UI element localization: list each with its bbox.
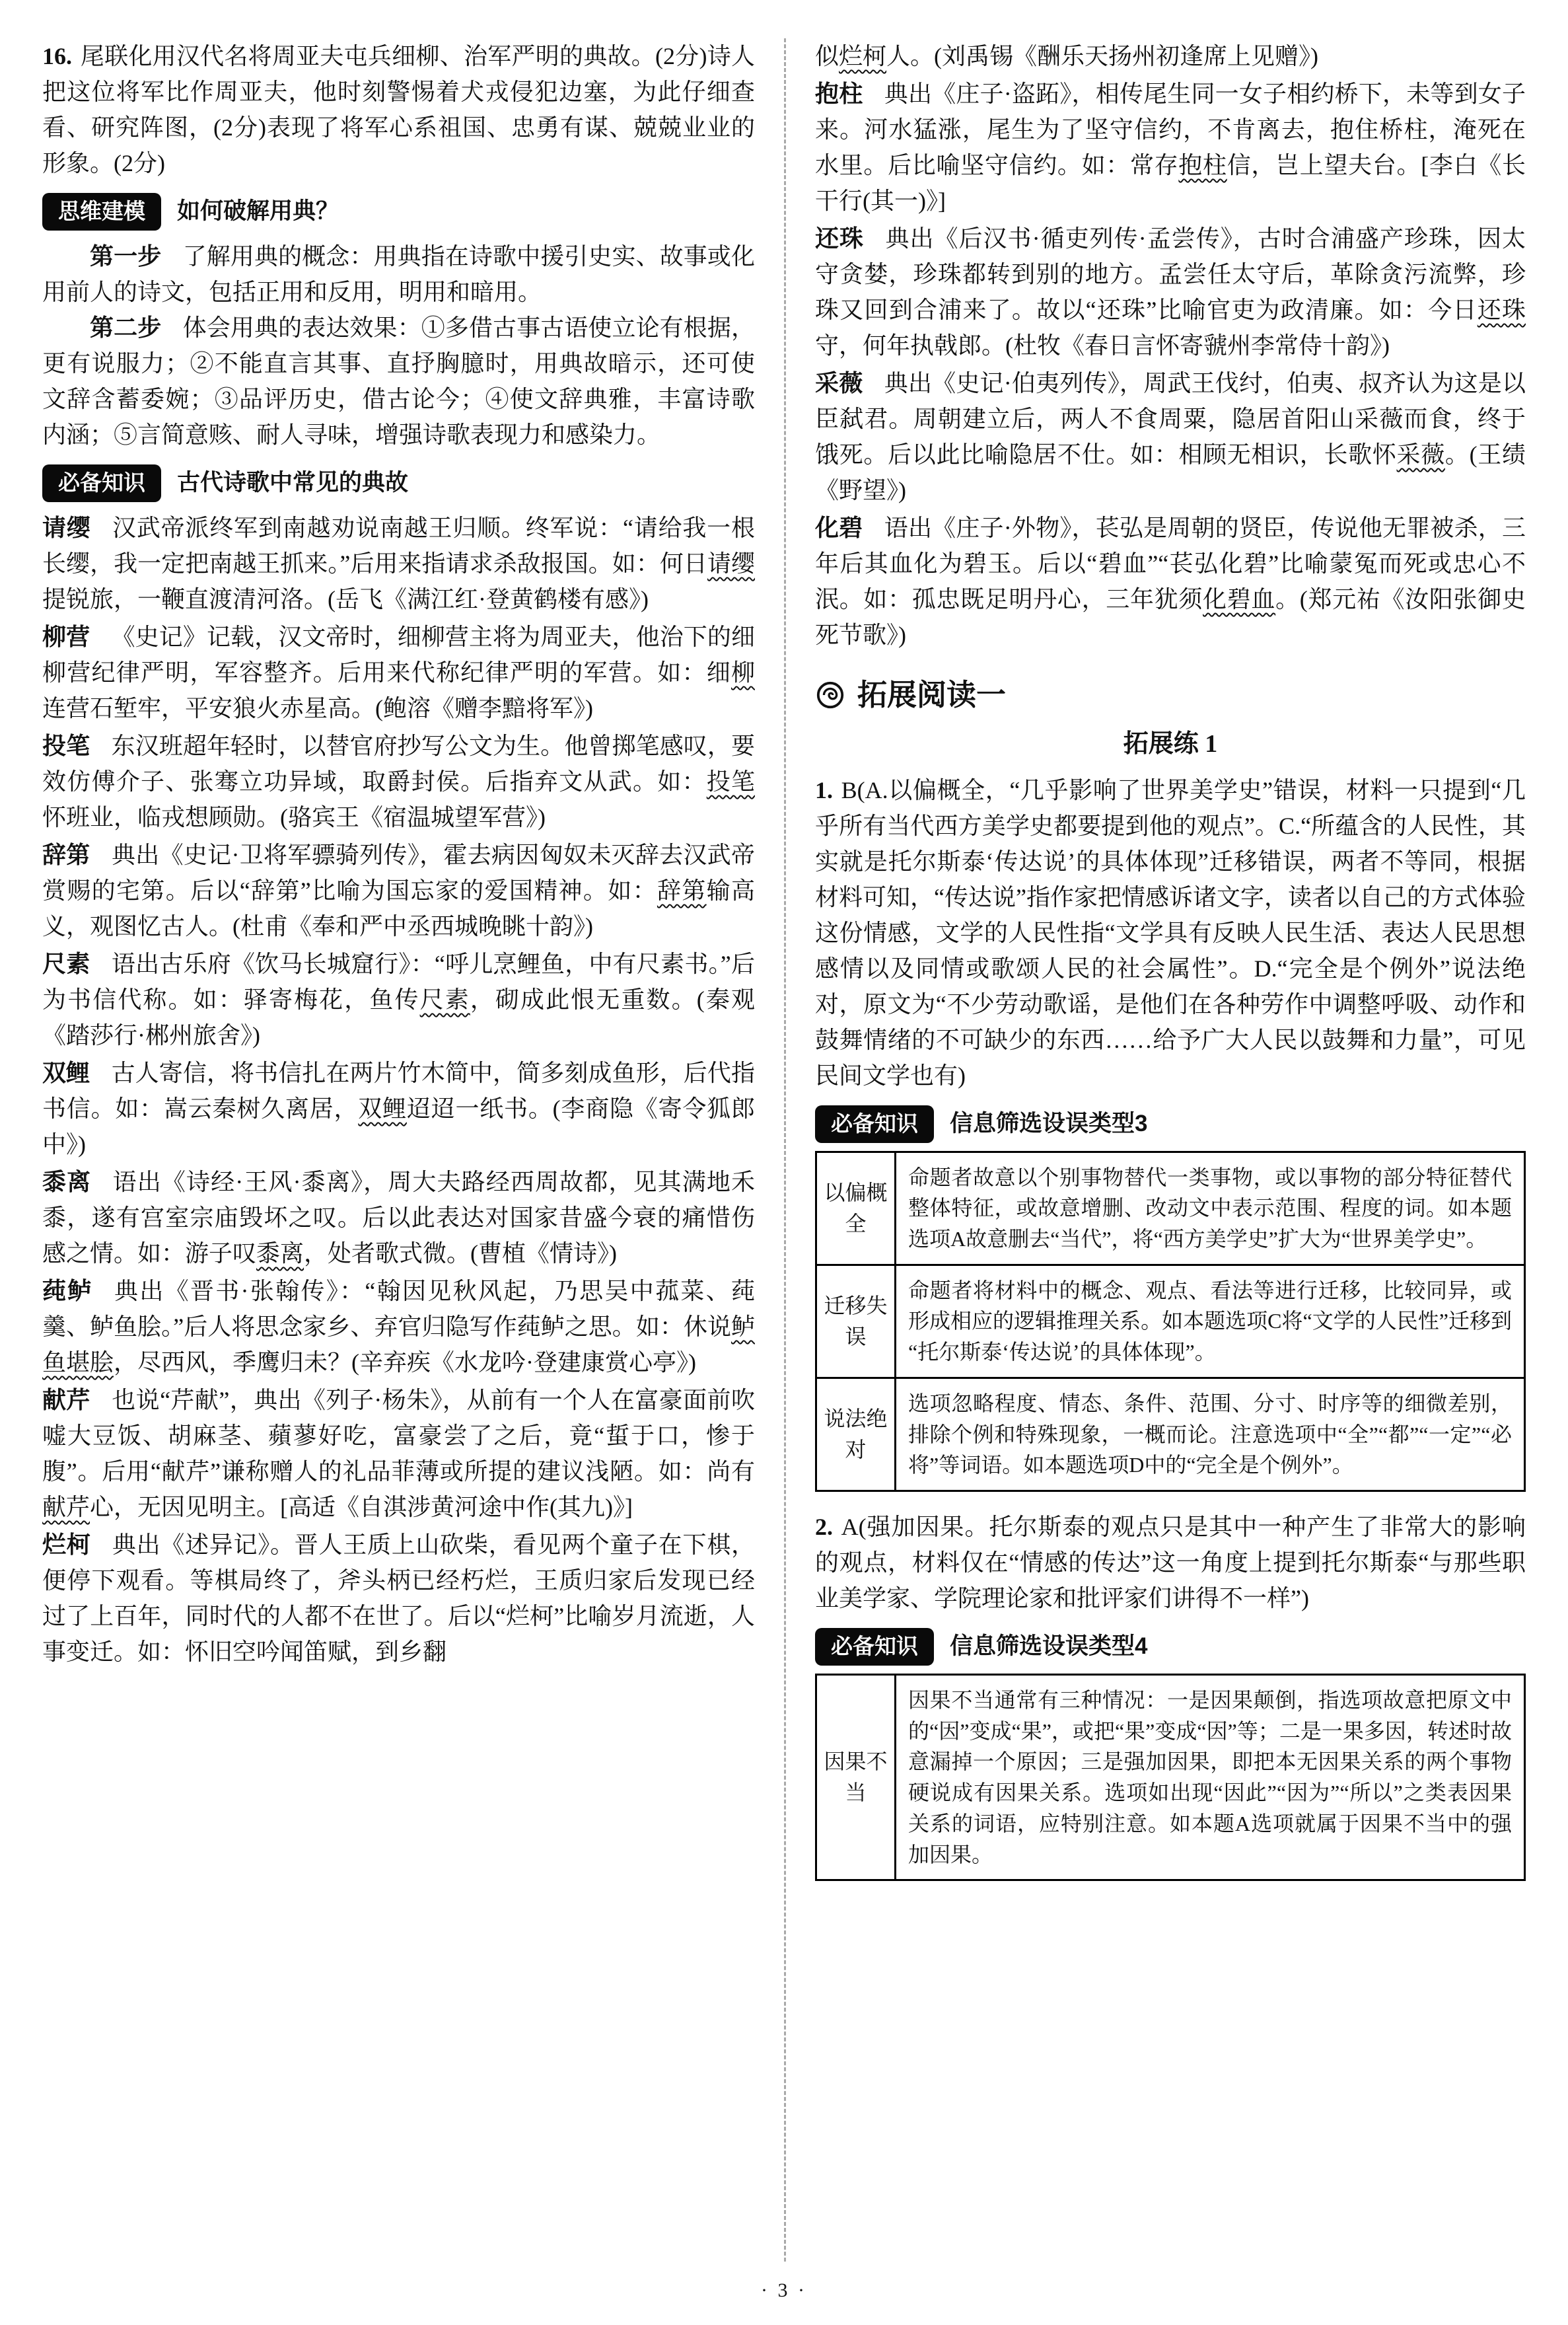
allusion-entry-shuli: [42, 1164, 755, 1271]
allusion-term: 还珠: [815, 225, 865, 252]
table-row: [816, 1674, 1525, 1880]
required-knowledge-header-type4: [815, 1628, 1526, 1666]
required-knowledge-header-type3: [815, 1105, 1526, 1143]
step-2-text: 体会用典的表达效果：①多借古事古语使立论有根据，更有说服力；②不能直言其事、直抒胸臆时，用典故暗示，还可使文辞含蓄委婉；③品评历史，借古论今；④使文辞典雅，丰富诗歌内涵；⑤言简意赅、耐人寻味，增强诗歌表现力和感染力。: [42, 314, 755, 448]
allusion-text: 典出《史记·伯夷列传》，周武王伐纣，伯夷、叔齐认为这是以臣弑君。周朝建立后，两人不食周粟，隐居首阳山采薇而食，终于饿死。后以此比喻隐居不仕。如：相顾无相识，长歌怀采薇。(王绩《野望》): [815, 370, 1526, 503]
error-type-name: 迁移失误: [816, 1265, 896, 1378]
allusion-text: 汉武帝派终军到南越劝说南越王归顺。终军说：“请给我一根长缨，我一定把南越王抓来。”后用来指请求杀敌报国。如：何日请缨提锐旅，一鞭直渡清河洛。(岳飞《满江红·登黄鹤楼有感》): [42, 515, 755, 612]
required-knowledge-badge: 必备知识: [815, 1105, 934, 1143]
allusion-term: 柳营: [42, 624, 90, 650]
allusion-term: 抱柱: [815, 81, 863, 107]
practice-set-title: 拓展练 1: [1123, 729, 1218, 758]
allusion-text: 古人寄信，将书信扎在两片竹木简中，简多刻成鱼形，后代指书信。如：嵩云秦树久离居，双鲤迢迢一纸书。(李商隐《寄令狐郎中》): [42, 1060, 755, 1158]
allusion-text: 典出《晋书·张翰传》：“翰因见秋风起，乃思吴中菰菜、莼羹、鲈鱼脍。”后人将思念家乡、弃官归隐写作莼鲈之思。如：休说鲈鱼堪脍，尽西风，季鹰归未？(辛弃疾《水龙吟·登建康赏心亭》): [42, 1278, 755, 1376]
two-column-layout: [42, 38, 1526, 2262]
allusion-text: 《史记》记载，汉文帝时，细柳营主将为周亚夫，他治下的细柳营纪律严明，军容整齐。后用来代称纪律严明的军营。如：细柳连营石堑牢，平安狼火赤星高。(鲍溶《赠李黯将军》): [42, 624, 755, 721]
answer-1: [815, 772, 1526, 1093]
allusion-term: 献芹: [42, 1387, 90, 1413]
extended-reading-icon: [815, 680, 845, 710]
allusion-entry-liuying: [42, 619, 755, 726]
error-type-name: 因果不当: [816, 1674, 896, 1880]
required-knowledge-badge: 必备知识: [42, 464, 161, 502]
error-types-table-3: [815, 1151, 1526, 1492]
allusion-term: 尺素: [42, 951, 90, 977]
extended-reading-section-header: [815, 673, 1526, 718]
allusion-text: 典出《庄子·盗跖》，相传尾生同一女子相约桥下，未等到女子来。河水猛涨，尾生为了坚守信约，不肯离去，抱住桥柱，淹死在水里。后比喻坚守信约。如：常存抱柱信，岂上望夫台。[李白《长干行(其一)》]: [815, 81, 1526, 214]
allusion-text: 似烂柯人。(刘禹锡《酬乐天扬州初逢席上见赠》): [815, 43, 1319, 69]
error-type-name: 以偏概全: [816, 1152, 896, 1265]
step-2-label: 第二步: [90, 314, 162, 341]
model-step-2: [42, 310, 755, 453]
answer-16-text: 尾联化用汉代名将周亚夫屯兵细柳、治军严明的典故。(2分)诗人把这位将军比作周亚夫，他时刻警惕着犬戎侵犯边塞，为此仔细查看、研究阵图，(2分)表现了将军心系祖国、忠勇有谋、兢兢业业的形象。(2分): [42, 43, 755, 176]
thinking-model-title: 如何破解用典？: [177, 198, 339, 225]
error-type-description: 命题者故意以个别事物替代一类事物，或以事物的部分特征替代整体特征，或故意增删、改动文中表示范围、程度的词。如本题选项A故意删去“当代”，将“西方美学史”扩大为“世界美学史”。: [896, 1152, 1525, 1265]
thinking-model-header: [42, 193, 755, 231]
allusion-entry-shuangli: [42, 1055, 755, 1162]
table-row: [816, 1378, 1525, 1491]
answer-2: [815, 1509, 1526, 1616]
allusion-entry-lanke-continued: [815, 38, 1526, 74]
error-types-table-4: [815, 1674, 1526, 1881]
allusion-text: 也说“芹献”，典出《列子·杨朱》，从前有一个人在富豪面前吹嘘大豆饭、胡麻茎、蘋蓼好吃，富豪尝了之后，竟“蜇于口，惨于腹”。后用“献芹”谦称赠人的礼品菲薄或所提的建议浅陋。如：尚有献芹心，无因见明主。[高适《自淇涉黄河途中作(其九)》]: [42, 1387, 755, 1520]
step-1-text: 了解用典的概念：用典指在诗歌中援引史实、故事或化用前人的诗文，包括正用和反用，明用和暗用。: [42, 243, 755, 305]
answer-1-text: B(A.以偏概全，“几乎影响了世界美学史”错误，材料一只提到“几乎所有当代西方美学史都要提到他的观点”。C.“所蕴含的人民性，其实就是托尔斯泰‘传达说’的具体体现”迁移错误，两者不等同，根据材料可知，“传达说”指作家把情感诉诸文字，读者以自己的方式体验这份情感，文学的人民性指“文学具有反映人民生活、表达人民思想感情以及同情或歌颂人民的社会属性”。D.“完全是个例外”说法绝对，原文为“不少劳动歌谣，是他们在各种劳作中调整呼吸、动作和鼓舞情绪的不可缺少的东西……给予广大人民以鼓舞和力量”，可见民间文学也有): [815, 776, 1526, 1089]
extended-reading-title: 拓展阅读一: [857, 678, 1007, 712]
thinking-model-badge: 思维建模: [42, 193, 161, 231]
allusion-text: 语出《诗经·王风·黍离》，周大夫路经西周故都，见其满地禾黍，遂有宫室宗庙毁坏之叹。后以此表达对国家昔盛今衰的痛惜伤感之情。如：游子叹黍离，处者歌式微。(曹植《情诗》): [42, 1169, 755, 1267]
required-knowledge-title: 信息筛选设误类型4: [950, 1633, 1148, 1660]
allusion-entry-huanzhu: [815, 221, 1526, 363]
error-type-name: 说法绝对: [816, 1378, 896, 1491]
allusion-entry-toubi: [42, 728, 755, 835]
allusion-entry-caiwei: [815, 365, 1526, 508]
allusion-term: 化碧: [815, 515, 863, 541]
allusion-term: 请缨: [42, 515, 91, 541]
allusion-entry-cidi: [42, 837, 755, 944]
answer-2-text: A(强加因果。托尔斯泰的观点只是其中一种产生了非常大的影响的观点，材料仅在“情感的传达”这一角度上提到托尔斯泰“与那些职业美学家、学院理论家和批评家们讲得不一样”): [815, 1513, 1526, 1611]
allusion-text: 典出《述异记》。晋人王质上山砍柴，看见两个童子在下棋，便停下观看。等棋局终了，斧头柄已经朽烂，王质归家后发现已经过了上百年，同时代的人都不在世了。后以“烂柯”比喻岁月流逝，人事变迁。如：怀旧空吟闻笛赋，到乡翻: [42, 1532, 755, 1665]
answer-1-number: 1.: [815, 776, 833, 803]
required-knowledge-title: 古代诗歌中常见的典故: [177, 470, 409, 496]
allusion-term: 烂柯: [42, 1532, 91, 1558]
allusion-text: 典出《后汉书·循吏列传·孟尝传》，古时合浦盛产珍珠，因太守贪婪，珍珠都转到别的地方。孟尝任太守后，革除贪污流弊，珍珠又回到合浦来了。故以“还珠”比喻官吏为政清廉。如：今日还珠守，何年执戟郎。(杜牧《春日言怀寄虢州李常侍十韵》): [815, 225, 1526, 359]
allusion-text: 典出《史记·卫将军骠骑列传》，霍去病因匈奴未灭辞去汉武帝赏赐的宅第。后以“辞第”比喻为国忘家的爱国精神。如：辞第输高义，观图忆古人。(杜甫《奉和严中丞西城晚眺十韵》): [42, 842, 755, 940]
allusion-entry-baozhu: [815, 76, 1526, 219]
error-type-description: 因果不当通常有三种情况：一是因果颠倒，指选项故意把原文中的“因”变成“果”，或把“果”变成“因”等；二是一果多因，转述时故意漏掉一个原因；三是强加因果，即把本无因果关系的两个事物硬说成有因果关系。选项如出现“因此”“因为”“所以”之类表因果关系的词语，应特别注意。如本题A选项就属于因果不当中的强加因果。: [896, 1674, 1525, 1880]
allusion-entry-chisu: [42, 946, 755, 1053]
table-row: [816, 1265, 1525, 1378]
error-type-description: 命题者将材料中的概念、观点、看法等进行迁移，比较同异，或形成相应的逻辑推理关系。如本题选项C将“文学的人民性”迁移到“托尔斯泰‘传达说’的具体体现”。: [896, 1265, 1525, 1378]
model-step-1: [42, 239, 755, 310]
right-column: [784, 38, 1526, 2262]
allusion-term: 双鲤: [42, 1060, 90, 1086]
allusion-term: 黍离: [42, 1169, 92, 1195]
required-knowledge-title: 信息筛选设误类型3: [950, 1110, 1148, 1136]
allusion-term: 投笔: [42, 733, 90, 759]
allusion-entry-xianqin: [42, 1382, 755, 1525]
allusion-term: 采薇: [815, 370, 863, 396]
allusion-term: 辞第: [42, 842, 90, 868]
allusion-entry-qingying: [42, 510, 755, 617]
allusion-text: 语出古乐府《饮马长城窟行》：“呼儿烹鲤鱼，中有尺素书。”后为书信代称。如：驿寄梅花，鱼传尺素，砌成此恨无重数。(秦观《踏莎行·郴州旅舍》): [42, 951, 755, 1049]
allusion-entry-lanke: [42, 1527, 755, 1670]
allusion-term: 莼鲈: [42, 1278, 93, 1304]
answer-16-number: 16.: [42, 43, 72, 69]
required-knowledge-header-allusions: [42, 464, 755, 502]
required-knowledge-badge: 必备知识: [815, 1628, 934, 1666]
allusion-text: 东汉班超年轻时，以替官府抄写公文为生。他曾掷笔感叹，要效仿傅介子、张骞立功异域，取爵封侯。后指弃文从武。如：投笔怀班业，临戎想顾勋。(骆宾王《宿温城望军营》): [42, 733, 755, 830]
step-1-label: 第一步: [90, 243, 162, 270]
allusion-text: 语出《庄子·外物》，苌弘是周朝的贤臣，传说他无罪被杀，三年后其血化为碧玉。后以“碧血”“苌弘化碧”比喻蒙冤而死或忠心不泯。如：孤忠既足明丹心，三年犹须化碧血。(郑元祐《汝阳张御史死节歌》): [815, 515, 1526, 648]
left-column: [42, 38, 784, 2262]
table-row: [816, 1152, 1525, 1265]
answer-16: [42, 38, 755, 181]
answer-2-number: 2.: [815, 1513, 833, 1540]
page-number: · 3 ·: [761, 2279, 807, 2301]
allusion-entry-chunlu: [42, 1273, 755, 1380]
allusion-entry-huabi: [815, 510, 1526, 653]
error-type-description: 选项忽略程度、情态、条件、范围、分寸、时序等的细微差别，排除个例和特殊现象，一概而论。注意选项中“全”“都”“一定”“必将”等词语。如本题选项D中的“完全是个例外”。: [896, 1378, 1525, 1491]
